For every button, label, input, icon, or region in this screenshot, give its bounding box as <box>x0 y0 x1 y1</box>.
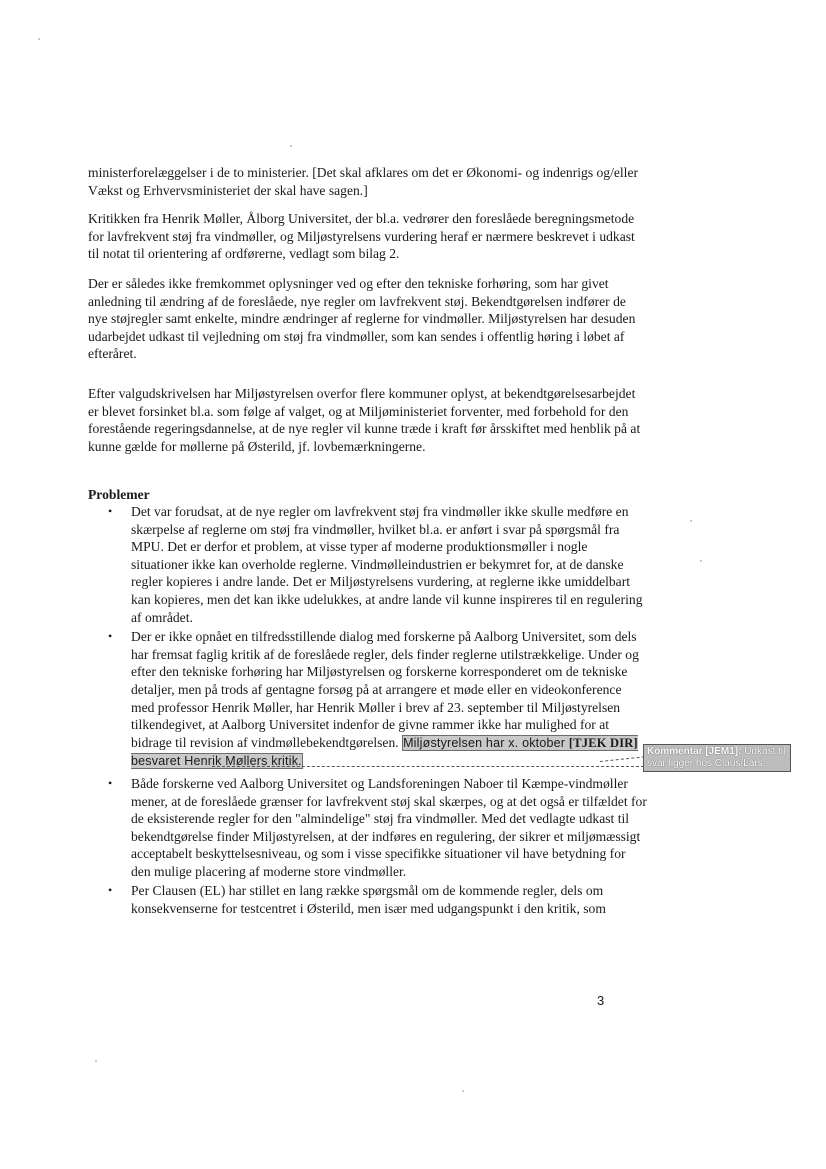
comment-label: Kommentar [JEM1]: <box>647 746 742 757</box>
paragraph-after-election <box>88 385 648 455</box>
paragraph-no-new-info <box>88 275 648 363</box>
list-item-text: Både forskerne ved Aalborg Universitet og Landsforeningen Naboer til Kæmpe-vindmøller mener, at de foreslåede grænser for lavfrekvent støj skal skærpes, og at det også er tilfældet for de eksisterende regler for den "almindelige" støj fra vindmøller. Med det vedlagte udkast til bekendtgørelse finder Miljøstyrelsen, at der indføres en regulering, der sikrer et miljømæssigt acceptabelt beskyttelsesniveau, og som i visse specifikke situationer vil have betydning for den mulige placering af moderne store vindmøller. <box>131 775 647 879</box>
list-item <box>88 503 648 626</box>
problems-list <box>88 503 648 920</box>
paragraph-text: Kritikken fra Henrik Møller, Ålborg Universitet, der bl.a. vedrører den foreslåede beregningsmetode for lavfrekvent støj fra vindmøller, og Miljøstyrelsens vurdering heraf er nærmere beskrevet i udkast til notat til orientering af ordførerne, vedlagt som bilag 2. <box>88 211 635 262</box>
section-heading-problems: Problemer <box>88 487 150 502</box>
list-item-text: Det var forudsat, at de nye regler om lavfrekvent støj fra vindmøller ikke skulle medføre en skærpelse af reglerne om støj fra vindmøller, hvilket bl.a. er anført i svar på spørgsmål fra MPU. Det er derfor et problem, at visse typer af moderne produktionsmøller i nogle situationer ikke kan overholde reglerne. Vindmølleindustrien er bekymret for, at de danske regler kopieres i andre lande. Det er Miljøstyrelsens vurdering, at reglerne ikke umiddelbart kan kopieres, men det kan ikke udelukkes, at andre lande vil kunne inspireres til en regulering af området. <box>131 504 643 625</box>
comment-text: Udkast til svar ligger hos Claus/Lars. <box>647 746 786 769</box>
list-item <box>88 628 648 771</box>
list-item <box>88 775 648 881</box>
page-number: 3 <box>597 993 605 1008</box>
paragraph-continuation <box>88 164 648 199</box>
list-item-text: Der er ikke opnået en tilfredsstillende dialog med forskerne på Aalborg Universitet, som dels har fremsat faglig kritik af de foreslåede regler, dels finder reglerne utilstrækkelige. Under og efter den tekniske forhøring har Miljøstyrelsen og forskerne korresponderet om de tekniske detaljer, men på trods af gentagne forsøg på at arrangere et møde eller en videokonference med professor Henrik Møller, har Henrik Møller i brev af 23. september til Miljøstyrelsen tilkendegivet, at Aalborg Universitet indenfor de givne rammer ikke har mulighed for at bidrage til revision af vindmøllebekendtgørelsen. <box>131 629 639 750</box>
comment-balloon[interactable] <box>643 744 791 772</box>
scan-speck <box>38 38 40 40</box>
paragraph-text: Der er således ikke fremkommet oplysninger ved og efter den tekniske forhøring, som har givet anledning til ændring af de foreslåede, nye regler om lavfrekvent støj. Bekendtgørelsen indfører de nye støjregler samt enkelte, mindre ændringer af reglerne for vindmøller. Miljøstyrelsen har desuden udarbejdet udkast til vejledning om støj fra vindmøller, som kan sendes i offentlig høring i løbet af efteråret. <box>88 276 636 362</box>
paragraph-kritik <box>88 210 648 263</box>
comment-connector-line <box>212 766 644 767</box>
highlight-text: Miljøstyrelsen har x. oktober <box>403 735 569 750</box>
bullet-icon: • <box>108 629 113 644</box>
paragraph-text: Efter valgudskrivelsen har Miljøstyrelsen overfor flere kommuner oplyst, at bekendtgørelsesarbejdet er blevet forsinket bl.a. som følge af valget, og at Miljøministeriet forventer, med forbehold for den forestående regeringsdannelse, at de nye regler vil kunne træde i kraft før årsskiftet med henblik på at kunne gælde for møllerne på Østerild, jf. lovbemærkningerne. <box>88 386 641 454</box>
scan-speck <box>700 560 702 562</box>
scan-speck <box>462 1090 464 1092</box>
list-item-text: Per Clausen (EL) har stillet en lang række spørgsmål om de kommende regler, dels om konsekvenserne for testcentret i Østerild, men især med udgangspunkt i den kritik, som <box>131 883 606 917</box>
highlight-text: besvaret Henrik Møllers kritik. <box>131 754 302 769</box>
bullet-icon: • <box>108 775 113 790</box>
scan-speck <box>690 520 692 522</box>
scan-speck <box>95 1060 97 1062</box>
scan-speck <box>290 145 292 147</box>
bullet-icon: • <box>108 504 113 518</box>
bullet-icon: • <box>108 883 113 898</box>
list-item <box>88 882 648 917</box>
paragraph-text: ministerforelæggelser i de to ministerier. [Det skal afklares om det er Økonomi- og indenrigs og/eller Vækst og Erhvervsministeriet der skal have sagen.] <box>88 165 639 198</box>
highlight-tag: [TJEK DIR] <box>568 735 638 750</box>
